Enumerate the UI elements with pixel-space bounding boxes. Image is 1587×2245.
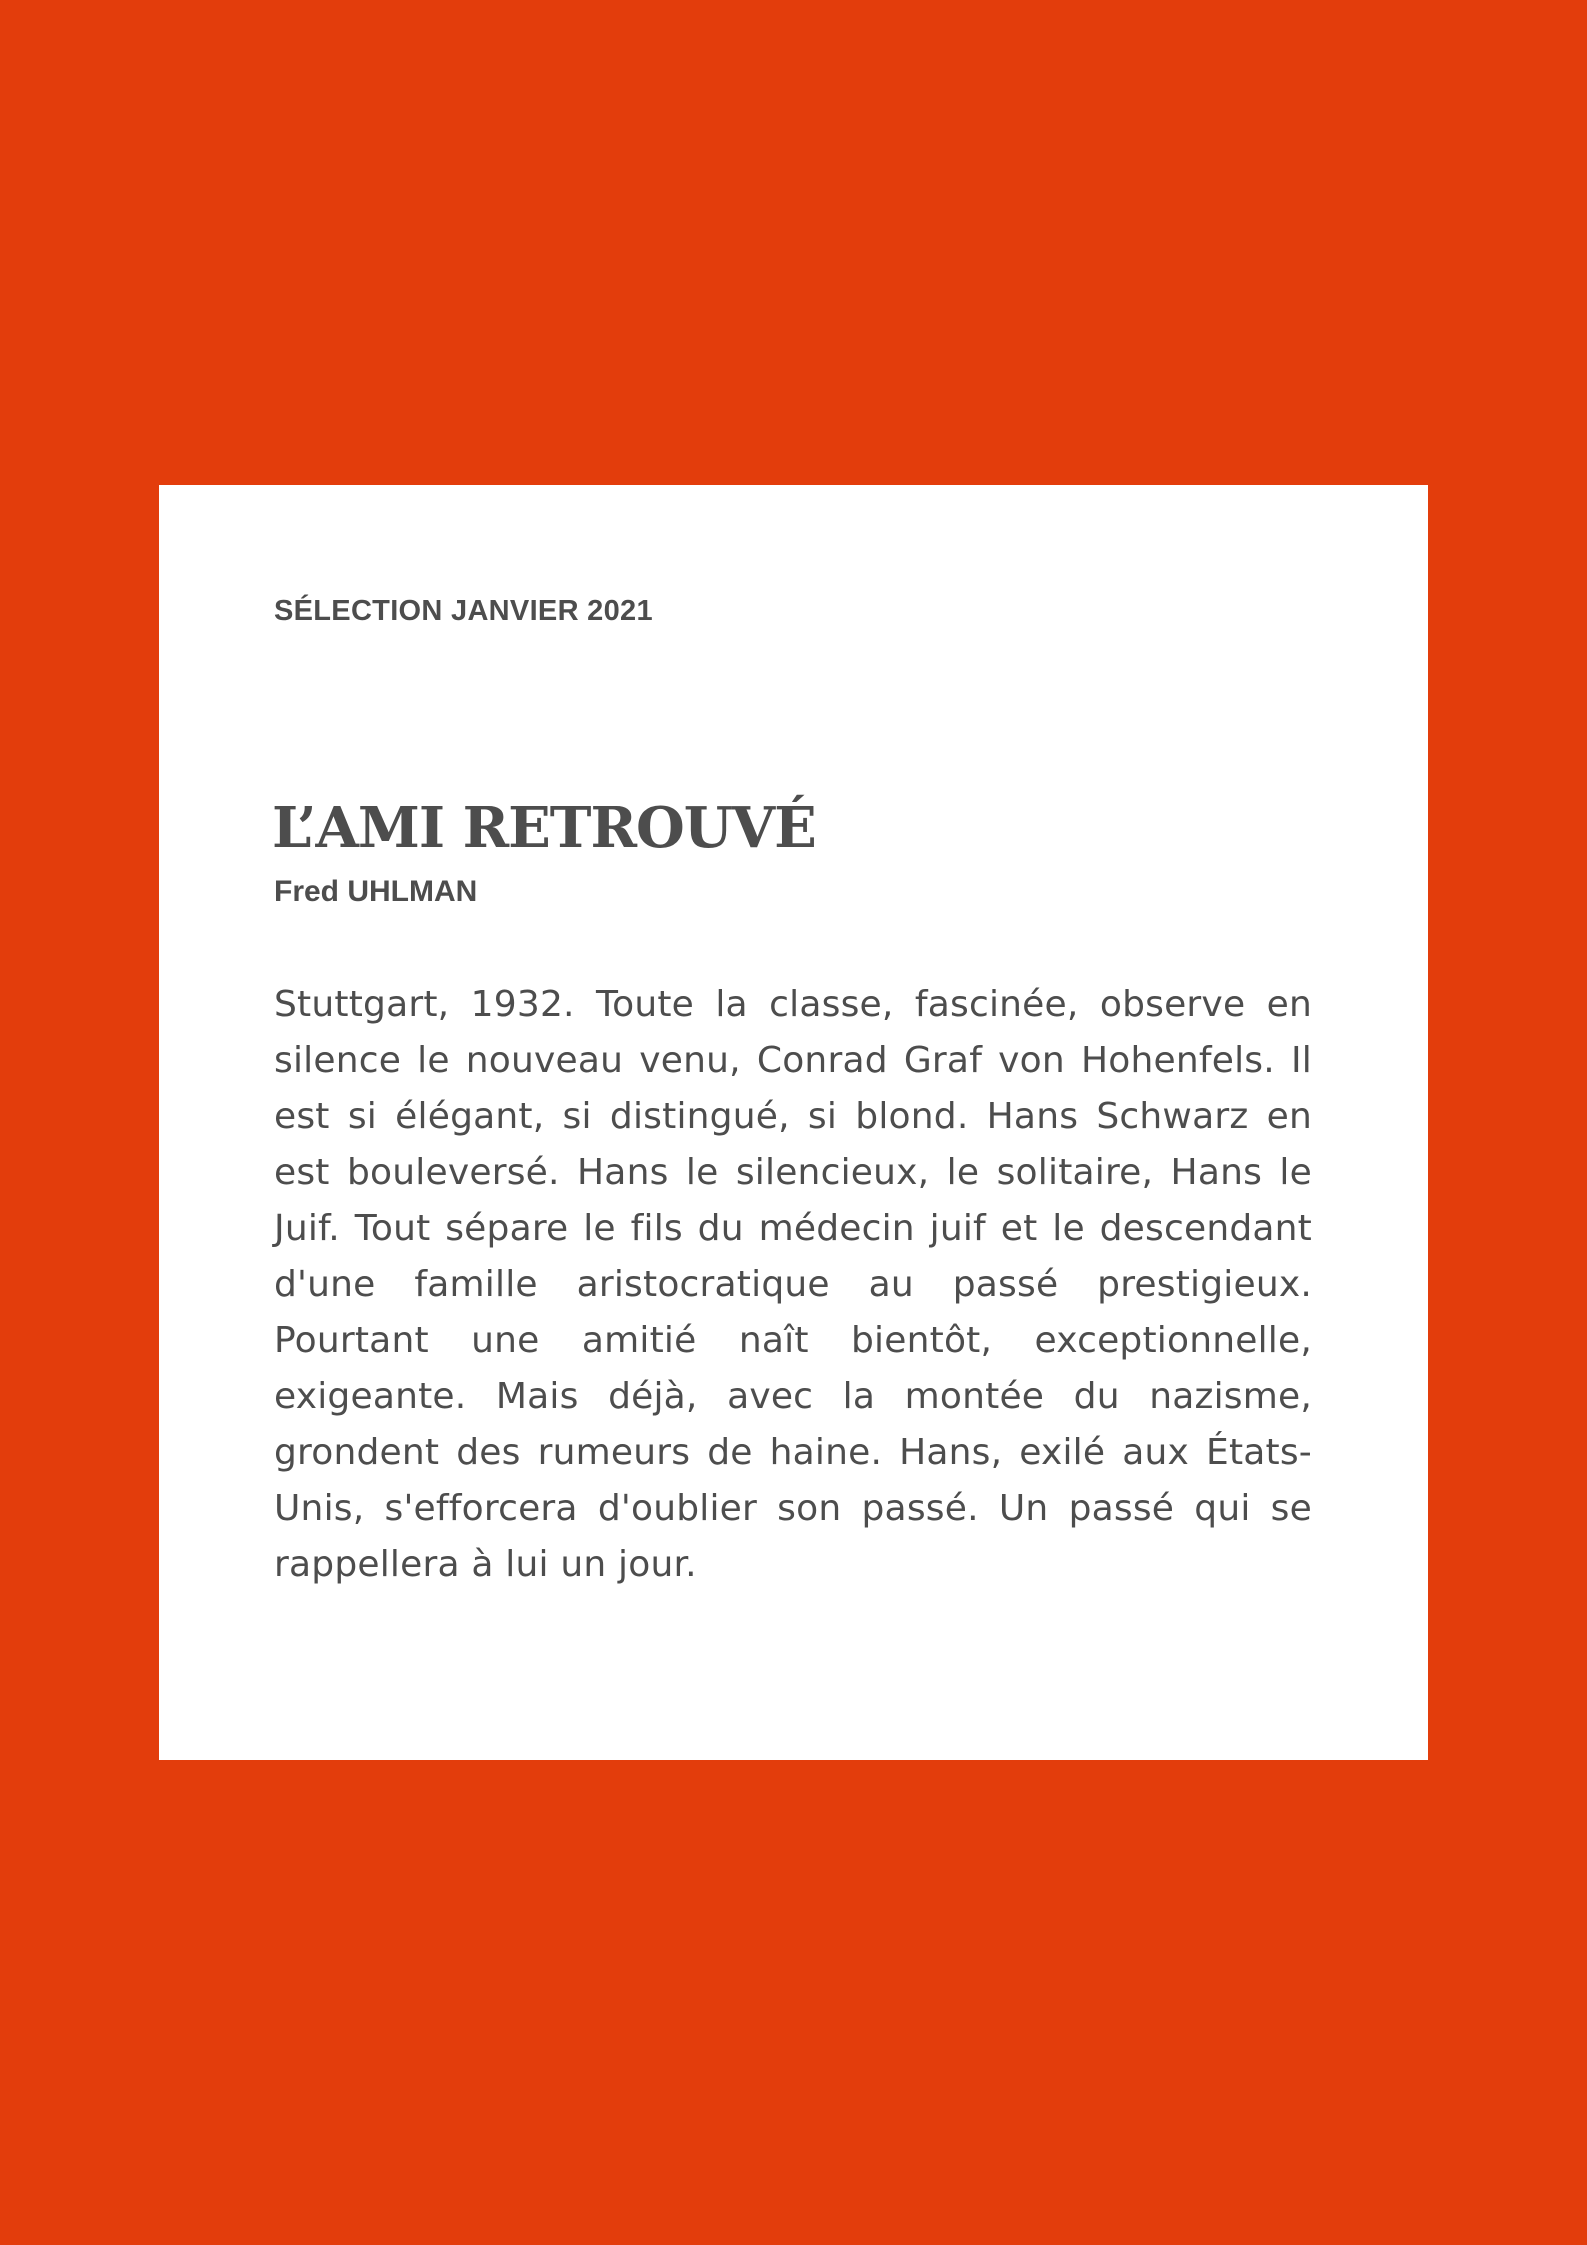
book-title: L’AMI RETROUVÉ [272, 795, 816, 861]
book-card [159, 485, 1428, 1760]
book-author: Fred UHLMAN [274, 875, 478, 908]
selection-label: SÉLECTION JANVIER 2021 [274, 595, 653, 627]
book-summary: Stuttgart, 1932. Toute la classe, fascinée, observe en silence le nouveau venu, Conrad Graf von Hohenfels. Il est si élégant, si distingué, si blond. Hans Schwarz en est bouleversé. Hans le silencieux, le solitaire, Hans le Juif. Tout sépare le fils du médecin juif et le descendant d'une famille aristocratique au passé prestigieux. Pourtant une amitié naît bientôt, exceptionnelle, exigeante. Mais déjà, avec la montée du nazisme, grondent des rumeurs de haine. Hans, exilé aux États-Unis, s'efforcera d'oublier son passé. Un passé qui se rappellera à lui un jour. [274, 984, 1312, 1585]
